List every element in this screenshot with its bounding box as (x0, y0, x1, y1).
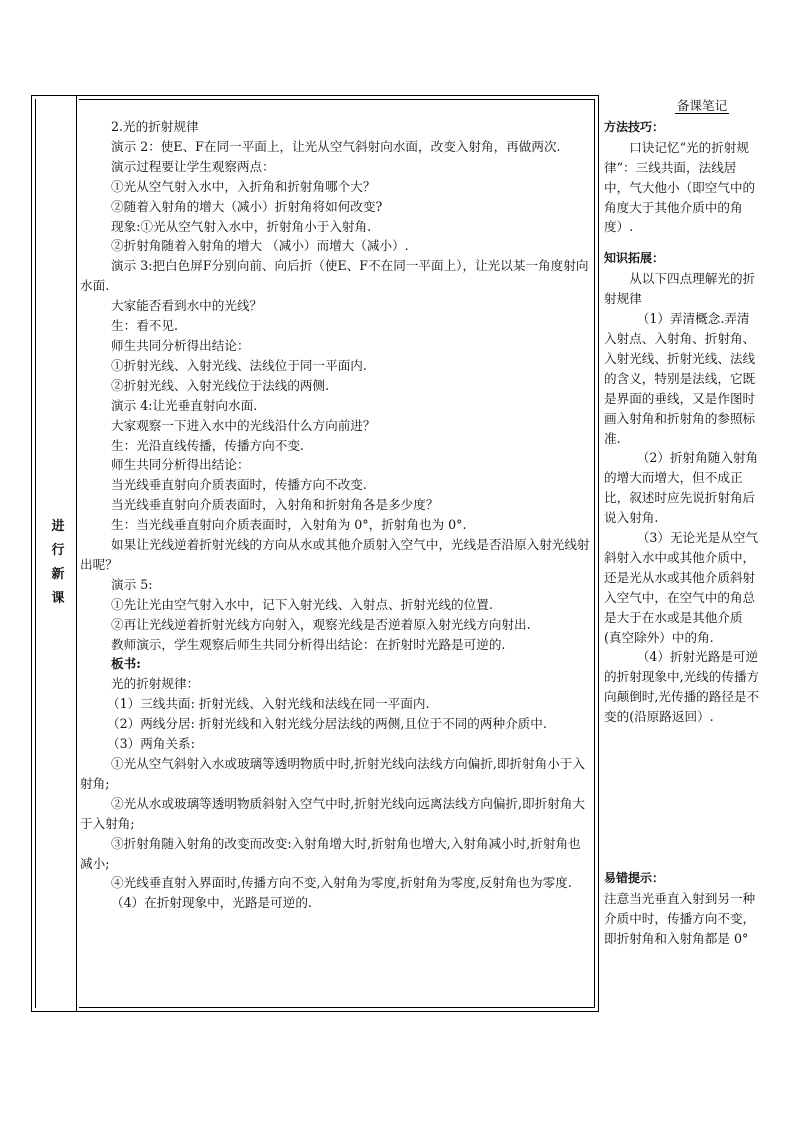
prep-notes (604, 96, 760, 949)
content-line: 2.光的折射规律 (111, 119, 199, 134)
content-line: ②再让光线逆着折射光线方向射入，观察光线是否逆着原入射光线方向射出. (111, 616, 531, 632)
content-line: ④光线垂直射入界面时,传播方向不变,入射角为零度,折射角为零度,反射角也为零度. (111, 875, 572, 891)
content-line: （1）三线共面: 折射光线、入射光线和法线在同一平面内. (107, 696, 430, 712)
content-line: 生：光沿直线传播，传播方向不变. (111, 437, 304, 453)
table-inner-border (79, 99, 595, 100)
content-line: ②折射光线、入射光线位于法线的两侧. (111, 377, 330, 393)
content-line: 如果让光线逆着折射光线的方向从水或其他介质射入空气中，光线是否沿原入射光线射出呢？ (80, 537, 590, 572)
content-line: 当光线垂直射向介质表面时，传播方向不改变. (111, 477, 367, 493)
content-line: （3）两角关系: (107, 736, 195, 752)
content-line: 演示 5: (111, 576, 153, 592)
content-line: 生：看不见. (111, 318, 178, 334)
content-line: ②光从水或玻璃等透明物质斜射入空气中时,折射光线向远离法线方向偏折,即折射角大于入射角; (80, 795, 585, 831)
content-line: 生：当光线垂直射向介质表面时，入射角为 0°，折射角也为 0°. (111, 517, 467, 533)
content-line: 大家能否看到水中的光线？ (111, 298, 263, 314)
content-line: 演示 3:把白色屏F分别向前、向后折（使E、F不在同一平面上），让光以某一角度射向水面. (80, 258, 589, 294)
notes-paragraph: （1）弄清概念.弄清入射点、入射角、折射角、入射光线、折射光线、法线的含义，特别是法线，它既是界面的垂线，又是作图时画入射角和折射角的参照标准. (604, 311, 756, 446)
notes-paragraph: （4）折射光路是可逆的折射现象中,光线的传播方向颠倒时,光传播的路径是不变的(沿原路返回）. (604, 649, 760, 725)
section-label (43, 515, 73, 611)
table-inner-border (79, 1007, 595, 1008)
section-label-char: 课 (51, 591, 65, 606)
notes-heading: 方法技巧： (604, 119, 665, 134)
table-inner-border (594, 99, 595, 1008)
notes-heading: 知识拓展： (604, 251, 665, 266)
table-inner-border (35, 99, 36, 1008)
notes-paragraph: 注意当光垂直入射到另一种介质中时，传播方向不变，即折射角和入射角都是 0° (604, 891, 756, 946)
notes-title-text: 备课笔记 (676, 98, 728, 113)
lesson-content (80, 117, 592, 913)
content-line: 板书: (111, 656, 141, 672)
content-line: 演示过程要让学生观察两点： (111, 158, 275, 174)
content-line: ②折射角随着入射角的增大 （减小）而增大（减小）. (111, 238, 409, 254)
content-line: ①光从空气斜射入水或玻璃等透明物质中时,折射光线向法线方向偏折,即折射角小于入射角; (80, 756, 585, 791)
content-line: 现象:①光从空气射入水中，折射角小于入射角. (111, 218, 372, 234)
section-label-char: 行 (51, 543, 65, 558)
content-line: （2）两线分居: 折射光线和入射光线分居法线的两侧,且位于不同的两种介质中. (107, 716, 547, 732)
spacer (604, 237, 760, 249)
section-label-char: 进 (51, 519, 65, 534)
content-line: 当光线垂直射向介质表面时，入射角和折射角各是多少度？ (111, 497, 439, 513)
notes-paragraph: （3）无论光是从空气斜射入水中或其他介质中，还是光从水或其他介质斜射入空气中，在空气中的角总是大于在水或是其他介质(真空除外）中的角. (604, 530, 759, 645)
section-label-char: 新 (51, 567, 65, 582)
content-line: ①折射光线、入射光线、法线位于同一平面内. (111, 357, 367, 373)
content-line: ②随着入射角的增大（减小）折射角将如何改变? (111, 198, 383, 214)
content-line: ①光从空气射入水中，入折角和折射角哪个大？ (111, 178, 376, 194)
content-line: （4）在折射现象中，光路是可逆的. (111, 895, 312, 911)
content-line: 教师演示，学生观察后师生共同分析得出结论：在折射时光路是可逆的. (111, 636, 506, 652)
notes-paragraph: （2）折射角随入射角的增大而增大，但不成正比，叙述时应先说折射角后说入射角. (604, 450, 759, 526)
spacer (604, 727, 760, 869)
content-line: 师生共同分析得出结论： (111, 457, 250, 473)
notes-paragraph: 从以下四点理解光的折射规律 (604, 271, 756, 307)
content-line: 演示 2：使E、F在同一平面上，让光从空气斜射向水面，改变入射角，再做两次. (111, 138, 561, 154)
notes-paragraph: 口诀记忆“光的折射规律”：三线共面，法线居中，气大他小（即空气中的角度大于其他介质中的角度）. (604, 139, 756, 235)
column-divider (76, 96, 77, 1011)
content-line: ①先让光由空气射入水中，记下入射光线、入射点、折射光线的位置. (111, 596, 493, 612)
notes-heading: 易错提示： (604, 871, 665, 886)
notes-body (604, 118, 760, 949)
content-line: 大家观察一下进入水中的光线沿什么方向前进？ (111, 417, 376, 433)
content-line: ③折射角随入射角的改变而改变:入射角增大时,折射角也增大,入射角减小时,折射角也减小; (80, 835, 581, 871)
notes-title (604, 96, 760, 116)
content-line: 师生共同分析得出结论： (111, 337, 250, 353)
content-line: 光的折射规律： (111, 676, 200, 692)
content-line: 演示 4:让光垂直射向水面. (111, 397, 258, 413)
